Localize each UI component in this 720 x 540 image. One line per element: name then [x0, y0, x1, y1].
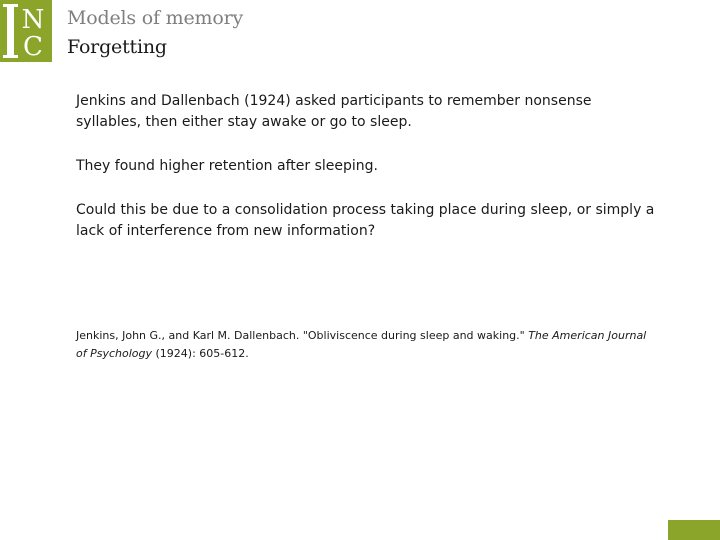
- logo-letter-c: C: [23, 32, 43, 62]
- slide-body: [76, 91, 656, 265]
- slide-title: Forgetting: [67, 36, 167, 58]
- citation: [76, 327, 656, 363]
- body-paragraph: Jenkins and Dallenbach (1924) asked participants to remember nonsense syllables, then either stay awake or go to sleep.: [76, 93, 592, 130]
- logo-mark-icon: [0, 0, 52, 62]
- college-logo: [0, 0, 52, 62]
- body-paragraph: They found higher retention after sleeping.: [76, 158, 378, 174]
- slide-section-title: Models of memory: [67, 7, 244, 29]
- citation-journal: The American Journal of Psychology: [76, 329, 647, 360]
- corner-accent-block: [668, 520, 720, 540]
- citation-year-pages: (1924): 605-612.: [152, 347, 249, 360]
- logo-letter-n: N: [21, 5, 45, 35]
- citation-authors-title: Jenkins, John G., and Karl M. Dallenbach. "Obliviscence during sleep and waking.": [76, 329, 529, 342]
- body-paragraph: Could this be due to a consolidation process taking place during sleep, or simply a lack of interference from new information?: [76, 202, 655, 239]
